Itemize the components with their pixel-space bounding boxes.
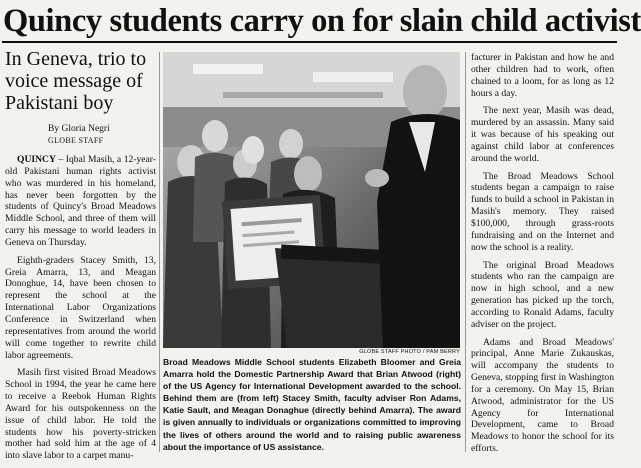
dateline: QUINCY xyxy=(17,154,56,165)
headline-rule xyxy=(2,41,617,43)
photo-caption: Broad Meadows Middle School students Elizabeth Bloomer and Greia Amarra hold the Domestic Partnership Award that Brian Atwood (right) of the US Agency for International Development awarded to the school. Behind them are (from left) Stacey Smith, faculty adviser Ron Adams, Katie Sault, and Meagan Donaghue (directly behind Amarra). The award is given annually to individuals or organizations committed to improving the lives of others around the world and to raising public awareness about the importance of US assistance. xyxy=(163,357,461,452)
paragraph-1-body: – Iqbal Masih, a 12-year-old Pakistani human rights activist who was murdered in his homeland, has never been forgotten by the students of Quincy's Broad Meadows Middle School, and three of them will carry his message to world leaders in Geneva on Thursday. xyxy=(5,154,156,248)
headline: Quincy students carry on for slain child activist xyxy=(3,3,641,39)
paragraph-4-continued: facturer in Pakistan and how he and other children had to work, often chained to a loom, for as long as 12 hours a day. xyxy=(471,52,614,99)
column-divider xyxy=(465,52,466,452)
column-divider xyxy=(159,52,160,452)
deck-subheadline: In Geneva, trio to voice message of Pakistani boy xyxy=(5,48,147,114)
paragraph-1 xyxy=(5,154,156,249)
byline-organization: GLOBE STAFF xyxy=(48,136,104,145)
paragraph-8: Adams and Broad Meadows' principal, Anne Marie Zukauskas, will accompany the students to Geneva, stopping first in Washington for a ceremony. On May 15, Brian Atwood, administrator for the US Agency for International Development, came to Broad Meadows to honor the school for its efforts. xyxy=(471,336,614,455)
article-column-1 xyxy=(5,154,156,468)
byline xyxy=(48,123,158,147)
article-column-3 xyxy=(471,52,614,461)
paragraph-6: The Broad Meadows School students began a campaign to raise funds to build a school in Pakistan in Masih's memory. They raised $100,000, through grass-roots fundraising and on the Internet and now the school is a reality. xyxy=(471,170,614,253)
photo-illustration xyxy=(163,52,460,348)
paragraph-5: The next year, Masih was dead, murdered by an assassin. Many said it was because of his speaking out against child labor at conferences around the world. xyxy=(471,105,614,164)
byline-author: By Gloria Negri xyxy=(48,124,110,134)
photo-credit: GLOBE STAFF PHOTO / PAM BERRY xyxy=(359,349,460,355)
paragraph-3: Masih first visited Broad Meadows School in 1994, the year he came here to receive a Reebok Human Rights Award for his outspokenness on the issue of child labor. He told the students how his poverty-stricken mother had sold him at the age of 4 into slave labor to a carpet manu- xyxy=(5,367,156,462)
paragraph-7: The original Broad Meadows students who ran the campaign are now in high school, and a new generation has picked up the torch, according to Ronald Adams, faculty adviser on the project. xyxy=(471,259,614,330)
paragraph-2: Eighth-graders Stacey Smith, 13, Greia Amarra, 13, and Meagan Donoghue, 14, have been chosen to represent the school at the International Labor Organizations Conference in Switzerland when representatives from around the world will come together to rewrite child labor agreements. xyxy=(5,254,156,361)
news-photo xyxy=(163,52,460,348)
